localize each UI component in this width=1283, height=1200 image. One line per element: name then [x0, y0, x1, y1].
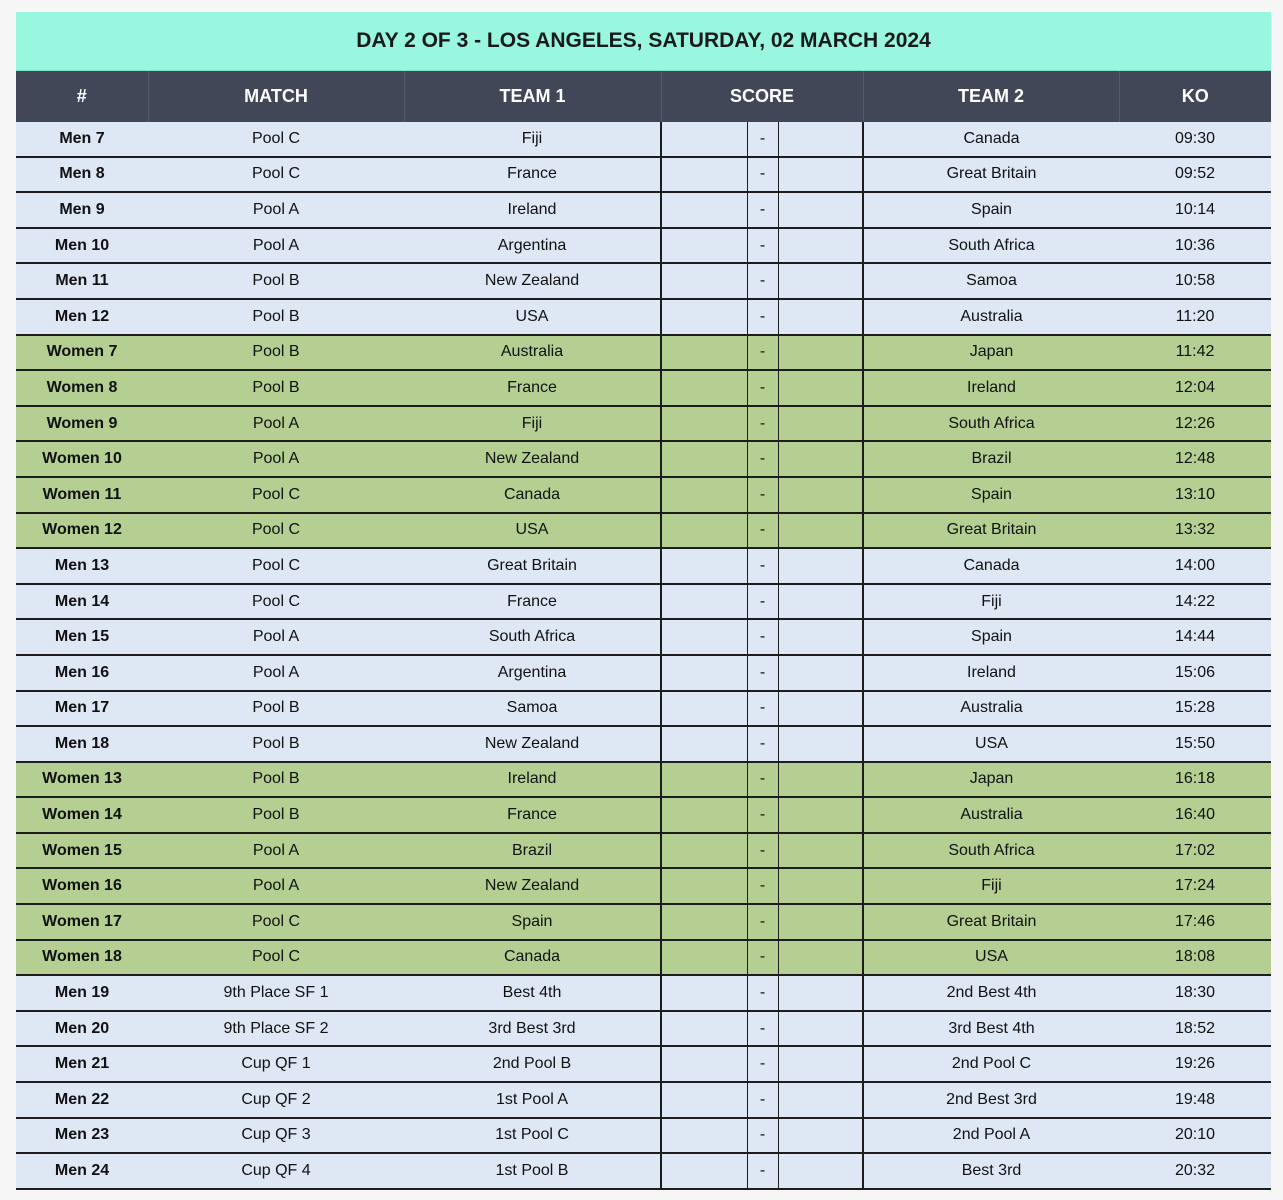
- table-row: [16, 122, 1271, 157]
- team1-cell: Fiji: [404, 122, 661, 157]
- score1-cell[interactable]: [661, 157, 747, 193]
- match-name-cell: Pool C: [148, 157, 404, 193]
- score2-cell[interactable]: [778, 441, 863, 477]
- score-separator-cell: -: [747, 940, 778, 976]
- team1-cell: Fiji: [404, 406, 661, 442]
- kickoff-cell: 15:28: [1119, 691, 1271, 727]
- score1-cell[interactable]: [661, 940, 747, 976]
- team2-cell: 3rd Best 4th: [863, 1011, 1119, 1047]
- match-name-cell: 9th Place SF 1: [148, 975, 404, 1011]
- team2-cell: South Africa: [863, 406, 1119, 442]
- table-row: [16, 299, 1271, 335]
- match-name-cell: Cup QF 3: [148, 1118, 404, 1154]
- team2-cell: USA: [863, 940, 1119, 976]
- match-number-cell: Men 19: [16, 975, 148, 1011]
- match-number-cell: Men 11: [16, 263, 148, 299]
- team2-cell: Canada: [863, 548, 1119, 584]
- match-number-cell: Women 17: [16, 904, 148, 940]
- team2-cell: 2nd Pool C: [863, 1046, 1119, 1082]
- table-row: [16, 1118, 1271, 1154]
- team2-cell: Samoa: [863, 263, 1119, 299]
- score2-cell[interactable]: [778, 299, 863, 335]
- header-score: SCORE: [661, 71, 863, 122]
- score2-cell[interactable]: [778, 619, 863, 655]
- score-separator-cell: -: [747, 335, 778, 371]
- match-number-cell: Men 24: [16, 1153, 148, 1189]
- match-number-cell: Men 12: [16, 299, 148, 335]
- match-number-cell: Women 10: [16, 441, 148, 477]
- match-number-cell: Men 10: [16, 228, 148, 264]
- score2-cell[interactable]: [778, 584, 863, 620]
- score2-cell[interactable]: [778, 157, 863, 193]
- score1-cell[interactable]: [661, 868, 747, 904]
- score1-cell[interactable]: [661, 406, 747, 442]
- kickoff-cell: 16:18: [1119, 762, 1271, 798]
- kickoff-cell: 10:58: [1119, 263, 1271, 299]
- match-name-cell: Pool B: [148, 726, 404, 762]
- match-name-cell: Pool A: [148, 655, 404, 691]
- team2-cell: USA: [863, 726, 1119, 762]
- score-separator-cell: -: [747, 726, 778, 762]
- table-row: [16, 655, 1271, 691]
- score-separator-cell: -: [747, 975, 778, 1011]
- team2-cell: Best 3rd: [863, 1153, 1119, 1189]
- score-separator-cell: -: [747, 691, 778, 727]
- score-separator-cell: -: [747, 192, 778, 228]
- team1-cell: 2nd Pool B: [404, 1046, 661, 1082]
- match-name-cell: Pool B: [148, 299, 404, 335]
- score1-cell[interactable]: [661, 833, 747, 869]
- score1-cell[interactable]: [661, 1118, 747, 1154]
- score1-cell[interactable]: [661, 548, 747, 584]
- score2-cell[interactable]: [778, 513, 863, 549]
- match-number-cell: Men 16: [16, 655, 148, 691]
- team1-cell: New Zealand: [404, 726, 661, 762]
- kickoff-cell: 10:14: [1119, 192, 1271, 228]
- team1-cell: 3rd Best 3rd: [404, 1011, 661, 1047]
- team1-cell: 1st Pool B: [404, 1153, 661, 1189]
- table-row: [16, 975, 1271, 1011]
- team1-cell: Brazil: [404, 833, 661, 869]
- match-name-cell: Pool C: [148, 940, 404, 976]
- team1-cell: Canada: [404, 940, 661, 976]
- match-number-cell: Men 22: [16, 1082, 148, 1118]
- team1-cell: 1st Pool A: [404, 1082, 661, 1118]
- score2-cell[interactable]: [778, 406, 863, 442]
- score1-cell[interactable]: [661, 691, 747, 727]
- match-name-cell: Pool B: [148, 263, 404, 299]
- fixtures-table: [16, 71, 1271, 1190]
- kickoff-cell: 17:24: [1119, 868, 1271, 904]
- score1-cell[interactable]: [661, 619, 747, 655]
- kickoff-cell: 10:36: [1119, 228, 1271, 264]
- table-row: [16, 904, 1271, 940]
- score2-cell[interactable]: [778, 797, 863, 833]
- kickoff-cell: 19:26: [1119, 1046, 1271, 1082]
- header-team1: TEAM 1: [404, 71, 661, 122]
- team2-cell: Canada: [863, 122, 1119, 157]
- score1-cell[interactable]: [661, 1046, 747, 1082]
- score-separator-cell: -: [747, 1046, 778, 1082]
- match-name-cell: Pool C: [148, 548, 404, 584]
- score-separator-cell: -: [747, 441, 778, 477]
- team2-cell: Great Britain: [863, 904, 1119, 940]
- score1-cell[interactable]: [661, 370, 747, 406]
- score-separator-cell: -: [747, 406, 778, 442]
- match-number-cell: Men 23: [16, 1118, 148, 1154]
- match-number-cell: Men 8: [16, 157, 148, 193]
- match-number-cell: Women 12: [16, 513, 148, 549]
- match-number-cell: Women 16: [16, 868, 148, 904]
- table-row: [16, 797, 1271, 833]
- score2-cell[interactable]: [778, 726, 863, 762]
- match-name-cell: Pool C: [148, 122, 404, 157]
- match-number-cell: Men 20: [16, 1011, 148, 1047]
- kickoff-cell: 14:22: [1119, 584, 1271, 620]
- team2-cell: Spain: [863, 192, 1119, 228]
- team2-cell: Brazil: [863, 441, 1119, 477]
- team1-cell: Best 4th: [404, 975, 661, 1011]
- score-separator-cell: -: [747, 868, 778, 904]
- score2-cell[interactable]: [778, 975, 863, 1011]
- kickoff-cell: 14:44: [1119, 619, 1271, 655]
- match-number-cell: Men 15: [16, 619, 148, 655]
- team1-cell: France: [404, 370, 661, 406]
- table-row: [16, 1011, 1271, 1047]
- match-name-cell: Pool A: [148, 833, 404, 869]
- team2-cell: 2nd Pool A: [863, 1118, 1119, 1154]
- team2-cell: Australia: [863, 691, 1119, 727]
- table-row: [16, 228, 1271, 264]
- score-separator-cell: -: [747, 370, 778, 406]
- match-name-cell: Cup QF 4: [148, 1153, 404, 1189]
- score-separator-cell: -: [747, 655, 778, 691]
- table-row: [16, 335, 1271, 371]
- team1-cell: New Zealand: [404, 263, 661, 299]
- team2-cell: Great Britain: [863, 157, 1119, 193]
- score-separator-cell: -: [747, 1082, 778, 1118]
- header-match: MATCH: [148, 71, 404, 122]
- table-row: [16, 833, 1271, 869]
- team2-cell: Fiji: [863, 868, 1119, 904]
- score2-cell[interactable]: [778, 192, 863, 228]
- match-number-cell: Men 21: [16, 1046, 148, 1082]
- kickoff-cell: 17:46: [1119, 904, 1271, 940]
- score2-cell[interactable]: [778, 1046, 863, 1082]
- score2-cell[interactable]: [778, 1153, 863, 1189]
- team1-cell: Ireland: [404, 762, 661, 798]
- match-name-cell: Pool C: [148, 513, 404, 549]
- team1-cell: South Africa: [404, 619, 661, 655]
- team2-cell: Japan: [863, 335, 1119, 371]
- team1-cell: Samoa: [404, 691, 661, 727]
- team1-cell: New Zealand: [404, 868, 661, 904]
- kickoff-cell: 15:06: [1119, 655, 1271, 691]
- score-separator-cell: -: [747, 619, 778, 655]
- score2-cell[interactable]: [778, 655, 863, 691]
- team2-cell: Japan: [863, 762, 1119, 798]
- score1-cell[interactable]: [661, 192, 747, 228]
- match-number-cell: Women 13: [16, 762, 148, 798]
- table-row: [16, 940, 1271, 976]
- score1-cell[interactable]: [661, 263, 747, 299]
- match-name-cell: Pool C: [148, 584, 404, 620]
- score1-cell[interactable]: [661, 1011, 747, 1047]
- match-name-cell: Pool A: [148, 406, 404, 442]
- table-row: [16, 584, 1271, 620]
- kickoff-cell: 09:52: [1119, 157, 1271, 193]
- match-name-cell: Pool C: [148, 477, 404, 513]
- match-name-cell: Cup QF 2: [148, 1082, 404, 1118]
- team1-cell: New Zealand: [404, 441, 661, 477]
- match-name-cell: Pool A: [148, 619, 404, 655]
- kickoff-cell: 11:20: [1119, 299, 1271, 335]
- team2-cell: Fiji: [863, 584, 1119, 620]
- score-separator-cell: -: [747, 1011, 778, 1047]
- score-separator-cell: -: [747, 228, 778, 264]
- header-num: #: [16, 71, 148, 122]
- team2-cell: Spain: [863, 477, 1119, 513]
- schedule-title: DAY 2 OF 3 - LOS ANGELES, SATURDAY, 02 MARCH 2024: [16, 12, 1271, 71]
- kickoff-cell: 09:30: [1119, 122, 1271, 157]
- score2-cell[interactable]: [778, 762, 863, 798]
- team1-cell: USA: [404, 299, 661, 335]
- match-name-cell: Pool C: [148, 904, 404, 940]
- table-row: [16, 1046, 1271, 1082]
- score-separator-cell: -: [747, 263, 778, 299]
- team1-cell: Spain: [404, 904, 661, 940]
- score1-cell[interactable]: [661, 335, 747, 371]
- score-separator-cell: -: [747, 797, 778, 833]
- table-row: [16, 726, 1271, 762]
- score1-cell[interactable]: [661, 228, 747, 264]
- kickoff-cell: 19:48: [1119, 1082, 1271, 1118]
- team1-cell: France: [404, 584, 661, 620]
- score-separator-cell: -: [747, 157, 778, 193]
- match-name-cell: Pool A: [148, 228, 404, 264]
- match-name-cell: Pool A: [148, 192, 404, 228]
- score1-cell[interactable]: [661, 513, 747, 549]
- score1-cell[interactable]: [661, 122, 747, 157]
- team1-cell: USA: [404, 513, 661, 549]
- score2-cell[interactable]: [778, 228, 863, 264]
- team1-cell: Ireland: [404, 192, 661, 228]
- match-name-cell: Pool B: [148, 762, 404, 798]
- team2-cell: Great Britain: [863, 513, 1119, 549]
- kickoff-cell: 17:02: [1119, 833, 1271, 869]
- score2-cell[interactable]: [778, 335, 863, 371]
- score2-cell[interactable]: [778, 548, 863, 584]
- kickoff-cell: 20:10: [1119, 1118, 1271, 1154]
- header-ko: KO: [1119, 71, 1271, 122]
- score-separator-cell: -: [747, 584, 778, 620]
- score2-cell[interactable]: [778, 1118, 863, 1154]
- score-separator-cell: -: [747, 1153, 778, 1189]
- kickoff-cell: 20:32: [1119, 1153, 1271, 1189]
- schedule-sheet: [16, 12, 1271, 1190]
- team2-cell: Australia: [863, 299, 1119, 335]
- table-row: [16, 548, 1271, 584]
- score1-cell[interactable]: [661, 904, 747, 940]
- score1-cell[interactable]: [661, 299, 747, 335]
- table-row: [16, 477, 1271, 513]
- kickoff-cell: 12:48: [1119, 441, 1271, 477]
- score1-cell[interactable]: [661, 1082, 747, 1118]
- match-name-cell: Pool B: [148, 797, 404, 833]
- score1-cell[interactable]: [661, 975, 747, 1011]
- team2-cell: 2nd Best 3rd: [863, 1082, 1119, 1118]
- match-number-cell: Women 15: [16, 833, 148, 869]
- score1-cell[interactable]: [661, 477, 747, 513]
- match-name-cell: Pool B: [148, 370, 404, 406]
- score1-cell[interactable]: [661, 1153, 747, 1189]
- match-name-cell: Cup QF 1: [148, 1046, 404, 1082]
- score2-cell[interactable]: [778, 263, 863, 299]
- match-number-cell: Men 9: [16, 192, 148, 228]
- team1-cell: Great Britain: [404, 548, 661, 584]
- match-number-cell: Women 7: [16, 335, 148, 371]
- team2-cell: South Africa: [863, 833, 1119, 869]
- score-separator-cell: -: [747, 477, 778, 513]
- table-row: [16, 1153, 1271, 1189]
- header-team2: TEAM 2: [863, 71, 1119, 122]
- score2-cell[interactable]: [778, 1011, 863, 1047]
- table-row: [16, 263, 1271, 299]
- score2-cell[interactable]: [778, 904, 863, 940]
- kickoff-cell: 14:00: [1119, 548, 1271, 584]
- kickoff-cell: 12:26: [1119, 406, 1271, 442]
- kickoff-cell: 12:04: [1119, 370, 1271, 406]
- team1-cell: France: [404, 797, 661, 833]
- score2-cell[interactable]: [778, 370, 863, 406]
- score-separator-cell: -: [747, 904, 778, 940]
- score2-cell[interactable]: [778, 940, 863, 976]
- match-number-cell: Men 18: [16, 726, 148, 762]
- kickoff-cell: 13:32: [1119, 513, 1271, 549]
- team2-cell: Ireland: [863, 655, 1119, 691]
- table-row: [16, 192, 1271, 228]
- table-row: [16, 1082, 1271, 1118]
- match-number-cell: Women 8: [16, 370, 148, 406]
- kickoff-cell: 11:42: [1119, 335, 1271, 371]
- score-separator-cell: -: [747, 513, 778, 549]
- match-number-cell: Men 17: [16, 691, 148, 727]
- team1-cell: France: [404, 157, 661, 193]
- table-row: [16, 157, 1271, 193]
- team1-cell: 1st Pool C: [404, 1118, 661, 1154]
- kickoff-cell: 18:30: [1119, 975, 1271, 1011]
- team2-cell: Australia: [863, 797, 1119, 833]
- team1-cell: Argentina: [404, 228, 661, 264]
- score2-cell[interactable]: [778, 477, 863, 513]
- score-separator-cell: -: [747, 1118, 778, 1154]
- team2-cell: 2nd Best 4th: [863, 975, 1119, 1011]
- table-row: [16, 513, 1271, 549]
- match-name-cell: Pool A: [148, 441, 404, 477]
- match-name-cell: Pool B: [148, 691, 404, 727]
- team2-cell: Ireland: [863, 370, 1119, 406]
- score2-cell[interactable]: [778, 868, 863, 904]
- match-number-cell: Women 18: [16, 940, 148, 976]
- kickoff-cell: 15:50: [1119, 726, 1271, 762]
- kickoff-cell: 16:40: [1119, 797, 1271, 833]
- kickoff-cell: 18:52: [1119, 1011, 1271, 1047]
- kickoff-cell: 13:10: [1119, 477, 1271, 513]
- score2-cell[interactable]: [778, 122, 863, 157]
- team1-cell: Canada: [404, 477, 661, 513]
- team1-cell: Argentina: [404, 655, 661, 691]
- match-number-cell: Men 13: [16, 548, 148, 584]
- match-number-cell: Women 11: [16, 477, 148, 513]
- table-row: [16, 441, 1271, 477]
- score-separator-cell: -: [747, 762, 778, 798]
- match-name-cell: Pool B: [148, 335, 404, 371]
- table-row: [16, 762, 1271, 798]
- score1-cell[interactable]: [661, 726, 747, 762]
- score-separator-cell: -: [747, 833, 778, 869]
- score1-cell[interactable]: [661, 655, 747, 691]
- match-name-cell: 9th Place SF 2: [148, 1011, 404, 1047]
- table-row: [16, 691, 1271, 727]
- table-row: [16, 370, 1271, 406]
- score1-cell[interactable]: [661, 797, 747, 833]
- score-separator-cell: -: [747, 299, 778, 335]
- score-separator-cell: -: [747, 122, 778, 157]
- kickoff-cell: 18:08: [1119, 940, 1271, 976]
- score1-cell[interactable]: [661, 584, 747, 620]
- team2-cell: Spain: [863, 619, 1119, 655]
- table-row: [16, 619, 1271, 655]
- score1-cell[interactable]: [661, 441, 747, 477]
- score1-cell[interactable]: [661, 762, 747, 798]
- score2-cell[interactable]: [778, 833, 863, 869]
- match-number-cell: Men 14: [16, 584, 148, 620]
- table-header-row: [16, 71, 1271, 122]
- score-separator-cell: -: [747, 548, 778, 584]
- team2-cell: South Africa: [863, 228, 1119, 264]
- score2-cell[interactable]: [778, 691, 863, 727]
- fixtures-body: [16, 122, 1271, 1189]
- table-row: [16, 868, 1271, 904]
- score2-cell[interactable]: [778, 1082, 863, 1118]
- match-number-cell: Men 7: [16, 122, 148, 157]
- match-number-cell: Women 14: [16, 797, 148, 833]
- table-row: [16, 406, 1271, 442]
- team1-cell: Australia: [404, 335, 661, 371]
- match-name-cell: Pool A: [148, 868, 404, 904]
- match-number-cell: Women 9: [16, 406, 148, 442]
